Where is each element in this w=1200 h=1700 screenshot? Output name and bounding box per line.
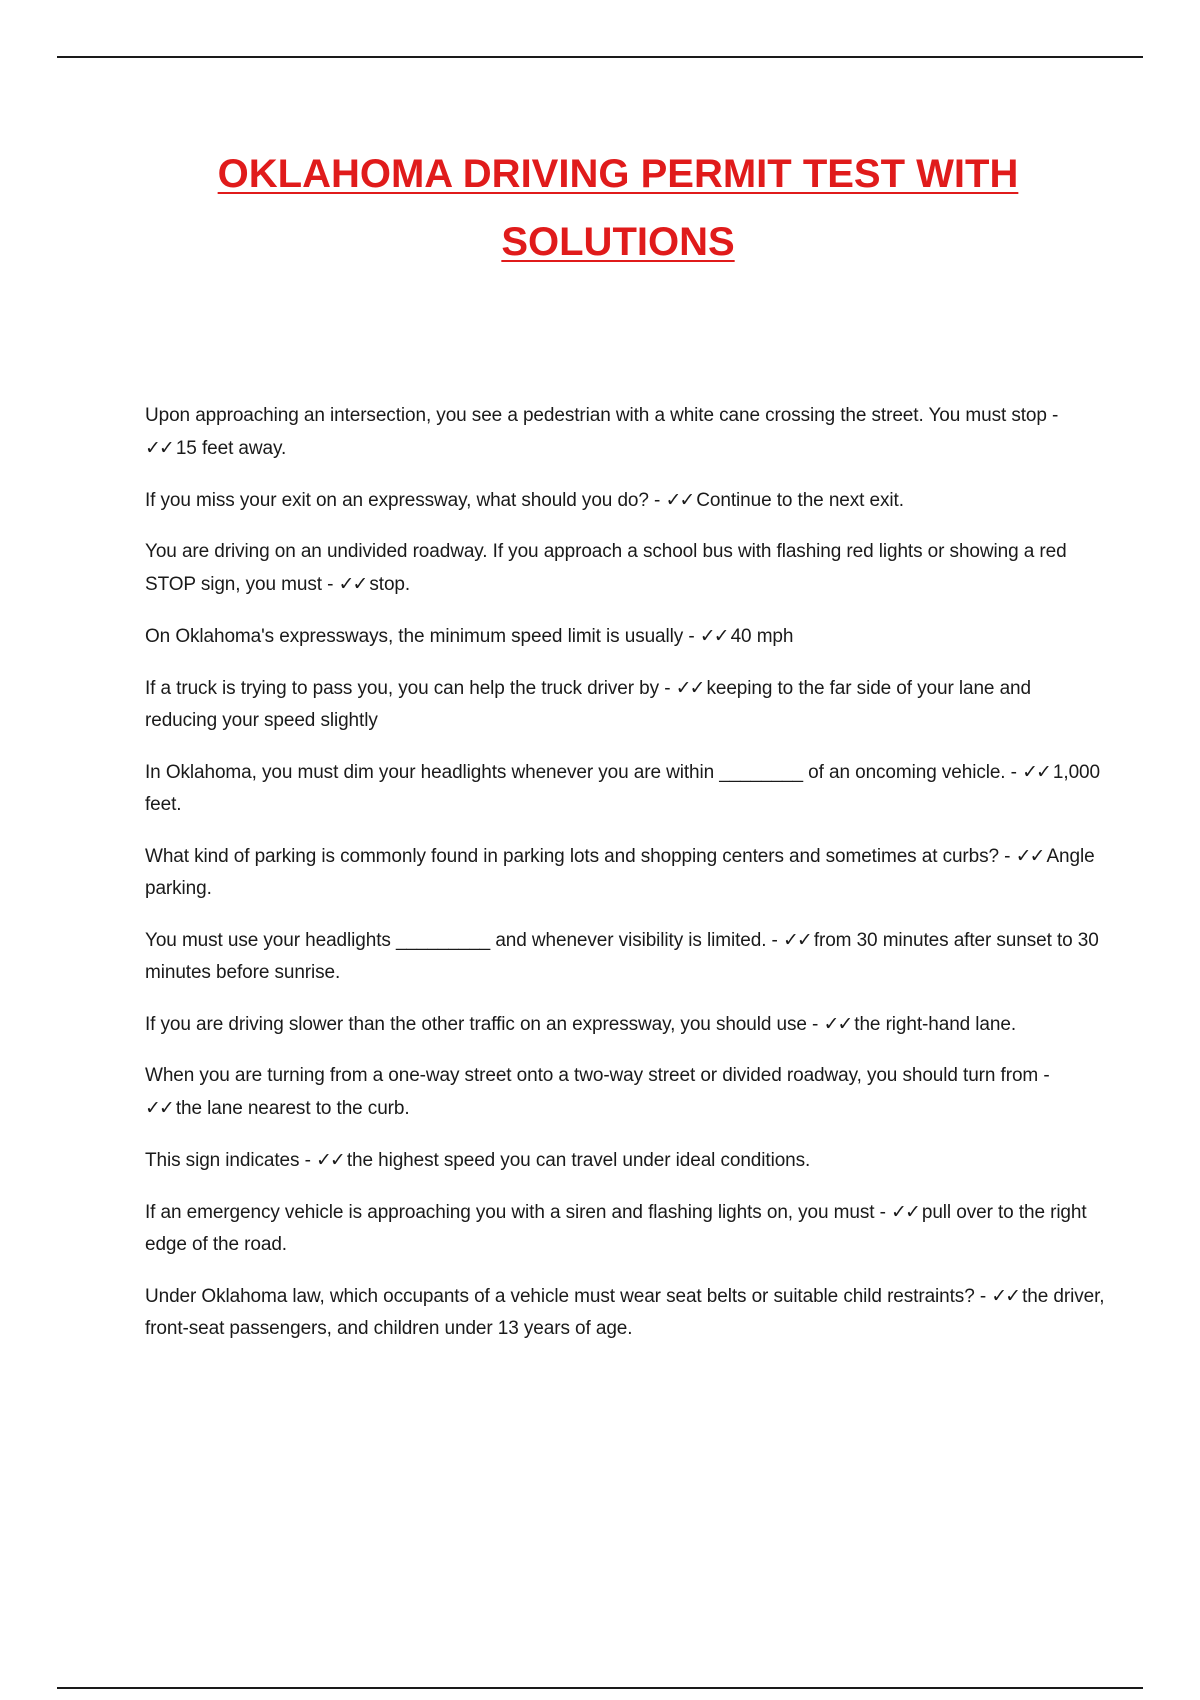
- question-text: When you are turning from a one-way street onto a two-way street or divided roadway, you should turn from -: [145, 1065, 1050, 1086]
- double-check-icon: ✓✓: [1022, 761, 1050, 783]
- question-text: If you miss your exit on an expressway, what should you do? -: [145, 490, 666, 511]
- question-text: If an emergency vehicle is approaching you with a siren and flashing lights on, you must -: [145, 1202, 892, 1223]
- question-text: You are driving on an undivided roadway. If you approach a school bus with flashing red lights or showing a red STOP sign, you must -: [145, 541, 1067, 595]
- document-title: [150, 140, 1086, 276]
- qa-item: [145, 620, 1105, 653]
- double-check-icon: ✓✓: [338, 573, 367, 595]
- question-text: Upon approaching an intersection, you see a pedestrian with a white cane crossing the street. You must stop -: [145, 405, 1059, 426]
- answer-text: pull over to the right edge of the road.: [145, 1202, 1087, 1255]
- question-text: What kind of parking is commonly found in parking lots and shopping centers and sometimes at curbs? -: [145, 846, 1016, 867]
- qa-item: [145, 672, 1105, 737]
- question-text: On Oklahoma's expressways, the minimum speed limit is usually -: [145, 626, 700, 647]
- double-check-icon: ✓✓: [145, 1097, 173, 1119]
- title-line-2: SOLUTIONS: [501, 220, 735, 264]
- question-text: This sign indicates -: [145, 1150, 316, 1171]
- answer-text: 15 feet away.: [175, 438, 287, 459]
- title-line-1: OKLAHOMA DRIVING PERMIT TEST WITH: [217, 152, 1019, 196]
- qa-item: [145, 536, 1105, 601]
- double-check-icon: ✓✓: [665, 489, 694, 511]
- double-check-icon: ✓✓: [1015, 845, 1044, 867]
- qa-item: [145, 1280, 1105, 1345]
- question-text: Under Oklahoma law, which occupants of a vehicle must wear seat belts or suitable child restraints? -: [145, 1286, 992, 1307]
- qa-item: [145, 1008, 1105, 1041]
- double-check-icon: ✓✓: [675, 677, 704, 699]
- double-check-icon: ✓✓: [699, 625, 728, 647]
- answer-text: 40 mph: [730, 626, 794, 647]
- qa-item: [145, 840, 1105, 905]
- qa-item: [145, 756, 1105, 821]
- qa-item: [145, 484, 1105, 517]
- double-check-icon: ✓✓: [145, 437, 173, 459]
- answer-text: Angle parking.: [145, 846, 1095, 899]
- question-text: If you are driving slower than the other traffic on an expressway, you should use -: [145, 1014, 824, 1035]
- double-check-icon: ✓✓: [823, 1013, 852, 1035]
- answer-text: the right-hand lane.: [854, 1014, 1017, 1035]
- answer-text: Continue to the next exit.: [696, 490, 904, 511]
- qa-item: [145, 1196, 1105, 1261]
- answer-text: keeping to the far side of your lane and reducing your speed slightly: [145, 678, 1031, 731]
- answer-text: the lane nearest to the curb.: [175, 1098, 410, 1119]
- double-check-icon: ✓✓: [782, 929, 811, 951]
- qa-item: [145, 924, 1105, 989]
- answer-text: the driver, front-seat passengers, and children under 13 years of age.: [145, 1286, 1105, 1339]
- question-text: If a truck is trying to pass you, you can help the truck driver by -: [145, 678, 676, 699]
- qa-item: [145, 1060, 1105, 1125]
- footer-rule: [57, 1687, 1143, 1689]
- double-check-icon: ✓✓: [315, 1149, 344, 1171]
- answer-text: 1,000 feet.: [145, 762, 1100, 815]
- answer-text: from 30 minutes after sunset to 30 minutes before sunrise.: [145, 930, 1099, 983]
- question-list: [145, 400, 1105, 1364]
- qa-item: [145, 400, 1105, 465]
- answer-text: the highest speed you can travel under ideal conditions.: [346, 1150, 811, 1171]
- question-text: In Oklahoma, you must dim your headlights whenever you are within ________ of an oncoming vehicle. -: [145, 762, 1023, 783]
- double-check-icon: ✓✓: [891, 1201, 919, 1223]
- double-check-icon: ✓✓: [991, 1285, 1020, 1307]
- answer-text: stop.: [369, 574, 411, 595]
- header-rule: [57, 56, 1143, 58]
- qa-item: [145, 1144, 1105, 1177]
- question-text: You must use your headlights _________ and whenever visibility is limited. -: [145, 930, 783, 951]
